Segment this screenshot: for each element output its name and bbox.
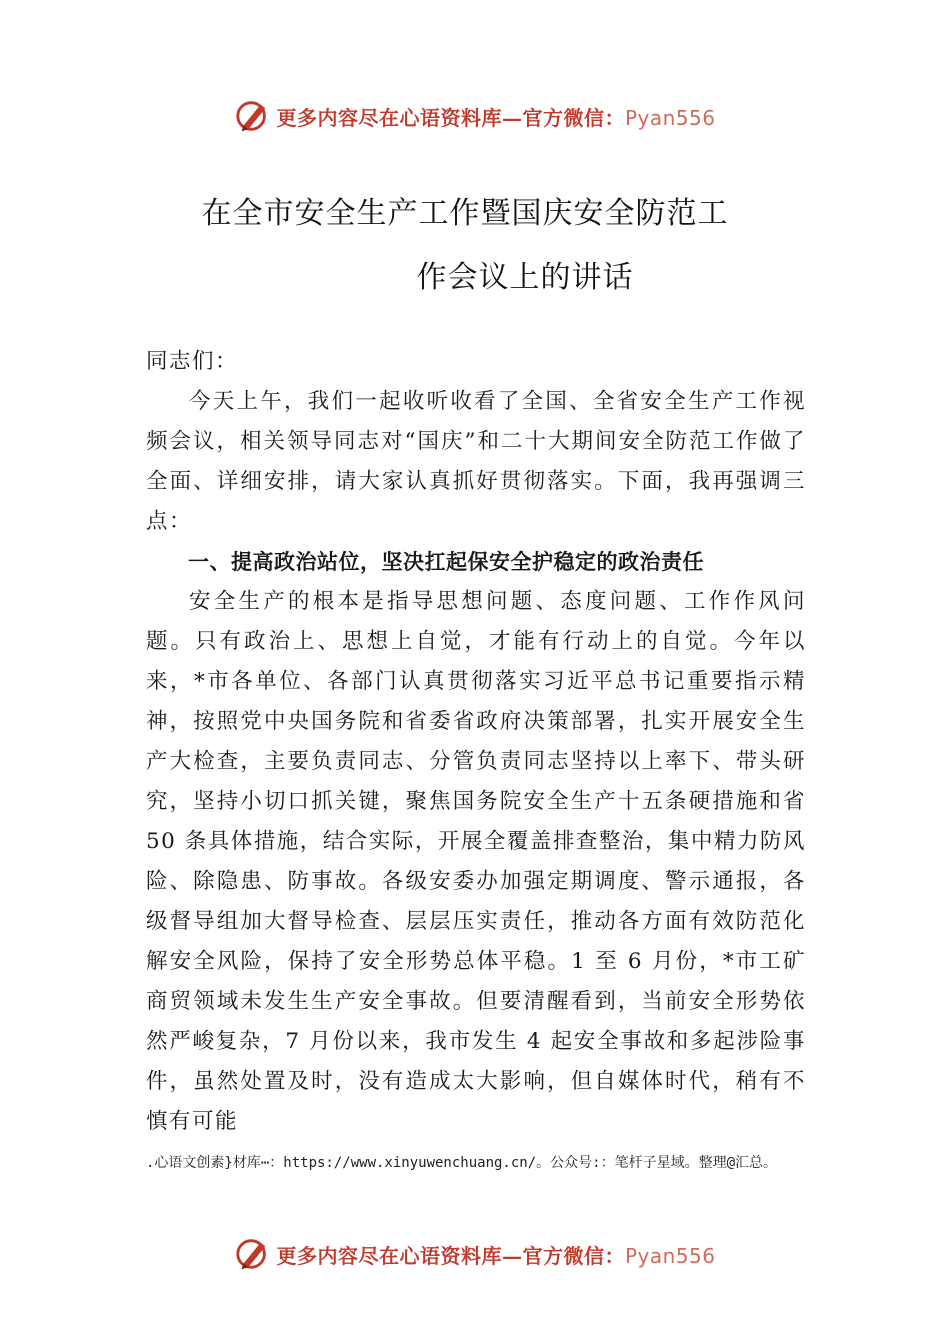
footer-banner <box>0 1232 950 1276</box>
banner-text: 更多内容尽在心语资料库—官方微信：Pyan556 <box>276 1243 716 1268</box>
speech-body <box>146 342 806 1142</box>
banner-text: 更多内容尽在心语资料库—官方微信：Pyan556 <box>276 105 716 130</box>
wechat-id: Pyan556 <box>624 105 716 130</box>
header-banner <box>0 94 950 138</box>
pen-logo-icon <box>234 97 272 135</box>
page-title-line-2: 作会议上的讲话 <box>416 260 634 295</box>
page-title-line-1: 在全市安全生产工作暨国庆安全防范工 <box>201 196 729 231</box>
section-heading-1: 一、提高政治站位，坚决扛起保安全护稳定的政治责任 <box>188 550 704 574</box>
pen-logo-icon <box>234 1235 272 1273</box>
paragraph-section-1: 安全生产的根本是指导思想问题、态度问题、工作作风问题。只有政治上、思想上自觉，才能有行动上的自觉。今年以来，*市各单位、各部门认真贯彻落实习近平总书记重要指示精神，按照党中央国务院和省委省政府决策部署，扎实开展安全生产大检查，主要负责同志、分管负责同志坚持以上率下、带头研究，坚持小切口抓关键，聚焦国务院安全生产十五条硬措施和省 50 条具体措施，结合实际，开展全覆盖排查整治，集中精力防风险、除隐患、防事故。各级安委办加强定期调度、警示通报，各级督导组加大督导检查、层层压实责任，推动各方面有效防范化解安全风险，保持了安全形势总体平稳。1 至 6 月份，*市工矿商贸领域未发生生产安全事故。但要清醒看到，当前安全形势依然严峻复杂，7 月份以来，我市发生 4 起安全事故和多起涉险事件，虽然处置及时，没有造成太大影响，但自媒体时代，稍有不慎有可能 <box>146 589 806 1134</box>
source-note: .心语文创素}材库⋯：https://www.xinyuwenchuang.cn/。公众号:：笔杆子星域。整理@汇总。 <box>146 1155 778 1171</box>
wechat-id: Pyan556 <box>624 1243 716 1268</box>
salutation: 同志们： <box>146 349 239 374</box>
paragraph-intro: 今天上午，我们一起收听收看了全国、全省安全生产工作视频会议，相关领导同志对“国庆”和二十大期间安全防范工作做了全面、详细安排，请大家认真抓好贯彻落实。下面，我再强调三点： <box>146 389 806 534</box>
